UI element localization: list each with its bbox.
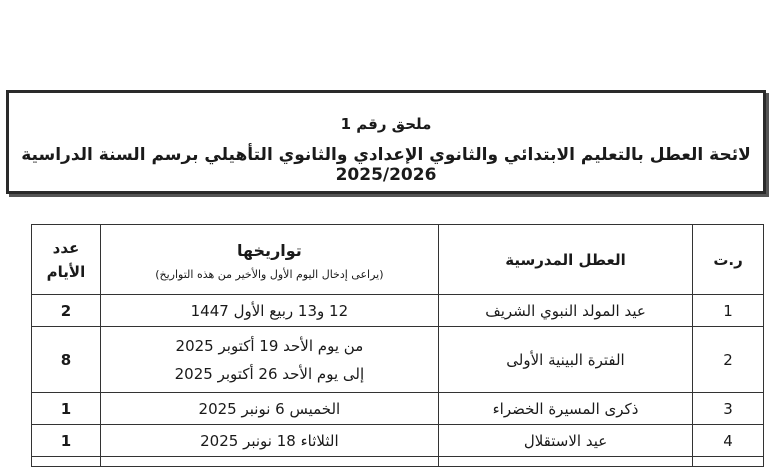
header-dates — [100, 225, 438, 295]
row-holiday-name: عيد المولد النبوي الشريف — [438, 295, 692, 327]
header-days-line2: الأيام — [46, 262, 86, 281]
row-days: 2 — [32, 295, 101, 327]
row-partial-cell — [100, 457, 438, 467]
annex-title-box — [6, 90, 766, 194]
row-days: 1 — [32, 393, 101, 425]
row-days: 8 — [32, 327, 101, 393]
row-number: 2 — [693, 327, 764, 393]
row-dates: الخميس 6 نونبر 2025 — [100, 393, 438, 425]
table-row — [32, 425, 764, 457]
row-dates: 12 و13 ربيع الأول 1447 — [100, 295, 438, 327]
holidays-list-title: لائحة العطل بالتعليم الابتدائي والثانوي الإعدادي والثانوي التأهيلي برسم السنة الدراسية 2025/2026 — [21, 145, 751, 185]
row-partial-cell — [438, 457, 692, 467]
row-dates: الثلاثاء 18 نونبر 2025 — [100, 425, 438, 457]
row-holiday-name: ذكرى المسيرة الخضراء — [438, 393, 692, 425]
row-dates — [100, 327, 438, 393]
table-header-row — [32, 225, 764, 295]
header-number: ر.ت — [693, 225, 764, 295]
row-holiday-name: الفترة البينية الأولى — [438, 327, 692, 393]
holidays-table — [31, 224, 764, 467]
header-holiday: العطل المدرسية — [438, 225, 692, 295]
row-number: 3 — [693, 393, 764, 425]
row-partial-cell — [693, 457, 764, 467]
row-number: 4 — [693, 425, 764, 457]
row-number: 1 — [693, 295, 764, 327]
annex-number-title: ملحق رقم 1 — [340, 115, 432, 133]
table-row — [32, 295, 764, 327]
row-days: 1 — [32, 425, 101, 457]
header-days — [32, 225, 101, 295]
row-date-start: من يوم الأحد 19 أكتوبر 2025 — [175, 336, 364, 355]
header-dates-label: تواريخها — [236, 240, 302, 260]
table-row — [32, 393, 764, 425]
row-holiday-name: عيد الاستقلال — [438, 425, 692, 457]
header-days-line1: عدد — [52, 238, 80, 257]
row-date-end: إلى يوم الأحد 26 أكتوبر 2025 — [174, 364, 365, 383]
header-dates-note: (يراعى إدخال اليوم الأول والأخير من هذه التواريخ) — [155, 267, 384, 281]
row-partial-cell — [32, 457, 101, 467]
table-row-partial — [32, 457, 764, 467]
table-row — [32, 327, 764, 393]
